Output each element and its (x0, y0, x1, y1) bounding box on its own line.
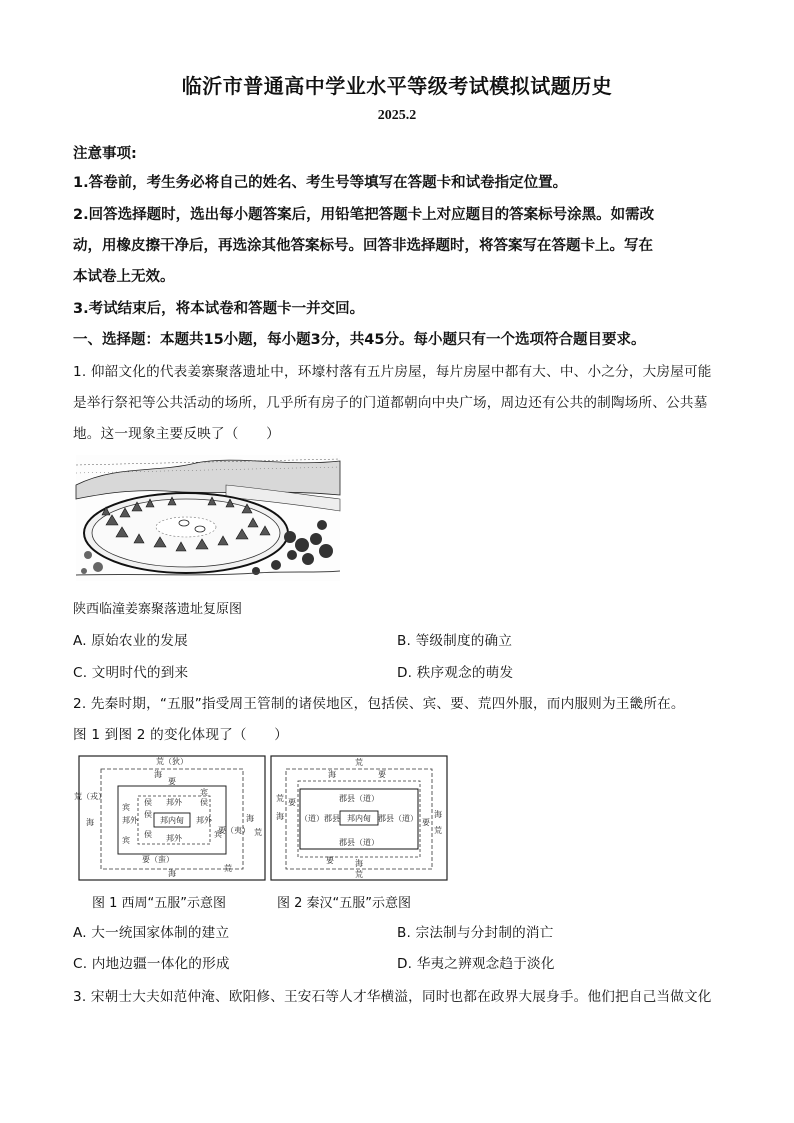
fig1-bangwai-right: 邦外 (196, 816, 212, 825)
fig2-junxian-bottom: 郡县（道） (339, 838, 379, 847)
q1-option-a[interactable]: A. 原始农业的发展 (73, 633, 188, 649)
fig2-center: 邦内甸 (347, 814, 371, 823)
fig1-bin-bottom: 宾 (122, 836, 130, 845)
q1-stem-line-3: 地。这一现象主要反映了（ ） (73, 426, 280, 442)
q1-option-b[interactable]: B. 等级制度的确立 (397, 633, 513, 649)
fig2-yao-bottom: 要 (326, 856, 334, 865)
fig1-hou-bottom: 侯 (144, 830, 152, 839)
fig2-yao-right: 要 (422, 818, 430, 827)
fig1-huang-left: 荒（戎） (74, 792, 106, 801)
fig1-yao-bottom: 要（蛮） (142, 855, 174, 864)
fig1-hai-top: 海 (154, 770, 162, 779)
page-title: 临沂市普通高中学业水平等级考试模拟试题历史 (181, 74, 613, 98)
figure-2-qin-han-wufu (270, 755, 448, 881)
fig1-bin-right: 宾 (214, 830, 222, 839)
fig2-junxian-left: （道）郡县 (300, 814, 340, 823)
figure-1-caption: 图 1 西周“五服”示意图 (92, 896, 227, 911)
fig1-hou-top-right: 侯 (200, 798, 208, 807)
fig1-huang-right: 荒 (254, 828, 262, 837)
fig1-center: 邦内甸 (160, 816, 184, 825)
fig1-hou-top: 侯 (144, 798, 152, 807)
q1-stem-line-2: 是举行祭祀等公共活动的场所，几乎所有房子的门道都朝向中央广场，周边还有公共的制陶场所、公共墓 (73, 395, 708, 411)
fig1-hai-left: 海 (86, 818, 94, 827)
fig2-hai-top: 海 (328, 770, 336, 779)
q1-option-c[interactable]: C. 文明时代的到来 (73, 665, 189, 681)
notice-item-1: 1.答卷前，考生务必将自己的姓名、考生号等填写在答题卡和试卷指定位置。 (73, 175, 568, 191)
fig1-yao-top: 要 (168, 777, 176, 786)
q1-image-caption: 陕西临潼姜寨聚落遗址复原图 (73, 602, 243, 617)
q1-option-d[interactable]: D. 秩序观念的萌发 (397, 665, 514, 681)
notice-item-2-line-2: 动，用橡皮擦干净后，再选涂其他答案标号。回答非选择题时，将答案写在答题卡上。写在 (73, 238, 653, 254)
fig1-bangwai-left: 邦外 (122, 816, 138, 825)
fig1-yao-right: 要（夷） (218, 826, 250, 835)
fig1-bin-left: 宾 (122, 803, 130, 812)
q2-option-c[interactable]: C. 内地边疆一体化的形成 (73, 956, 230, 972)
q2-stem-line-1: 2. 先秦时期，“五服”指受周王管制的诸侯地区，包括侯、宾、要、荒四外服，而内服则为王畿所在。 (73, 696, 685, 712)
fig2-yao-left: 要 (288, 798, 296, 807)
fig2-hai-bottom: 海 (355, 859, 363, 868)
section-heading-choice: 一、选择题：本题共15小题，每小题3分，共45分。每小题只有一个选项符合题目要求。 (73, 332, 646, 348)
jiangzhai-settlement-illustration (76, 455, 340, 581)
fig2-hai-left: 海 (276, 812, 284, 821)
fig1-hai-right: 海 (246, 814, 254, 823)
fig2-huang-bottom: 荒 (355, 870, 363, 879)
fig1-hai-bottom: 海 (168, 869, 176, 878)
q2-option-d[interactable]: D. 华夷之辨观念趋于淡化 (397, 956, 555, 972)
q2-option-a[interactable]: A. 大一统国家体制的建立 (73, 925, 230, 941)
q1-stem-line-1: 1. 仰韶文化的代表姜寨聚落遗址中，环壕村落有五片房屋，每片房屋中都有大、中、小之分，大房屋可能 (73, 364, 712, 380)
fig1-huang-top: 荒（狄） (156, 757, 188, 766)
notice-heading: 注意事项: (73, 146, 137, 162)
q3-stem-line-1: 3. 宋朝士大夫如范仲淹、欧阳修、王安石等人才华横溢，同时也都在政界大展身手。他们把自己当做文化 (73, 989, 712, 1005)
figure-2-caption: 图 2 秦汉“五服”示意图 (277, 896, 412, 911)
fig2-yao-top: 要 (378, 770, 386, 779)
fig1-bin-top: 宾 (200, 788, 208, 797)
fig2-huang-top: 荒 (355, 758, 363, 767)
fig2-junxian-right: 郡县（道） (378, 814, 418, 823)
q2-option-b[interactable]: B. 宗法制与分封制的消亡 (397, 925, 554, 941)
fig1-huang-bottom: 荒 (224, 864, 232, 873)
notice-item-2-line-1: 2.回答选择题时，选出每小题答案后，用铅笔把答题卡上对应题目的答案标号涂黑。如需改 (73, 207, 655, 223)
fig2-hai-right: 海 (434, 810, 442, 819)
notice-item-2-line-3: 本试卷上无效。 (73, 269, 175, 285)
fig2-junxian-top: 郡县（道） (339, 794, 379, 803)
figure-1-western-zhou-wufu (74, 755, 266, 881)
exam-year: 2025.2 (377, 108, 417, 123)
fig1-hou-left: 侯 (144, 810, 152, 819)
fig2-huang-right: 荒 (434, 826, 442, 835)
fig2-huang-left: 荒 (276, 794, 284, 803)
fig1-bangwai-bottom: 邦外 (166, 834, 182, 843)
q2-stem-line-2: 图 1 到图 2 的变化体现了（ ） (73, 727, 289, 743)
notice-item-3: 3.考试结束后，将本试卷和答题卡一并交回。 (73, 301, 365, 317)
fig1-bangwai-top: 邦外 (166, 798, 182, 807)
